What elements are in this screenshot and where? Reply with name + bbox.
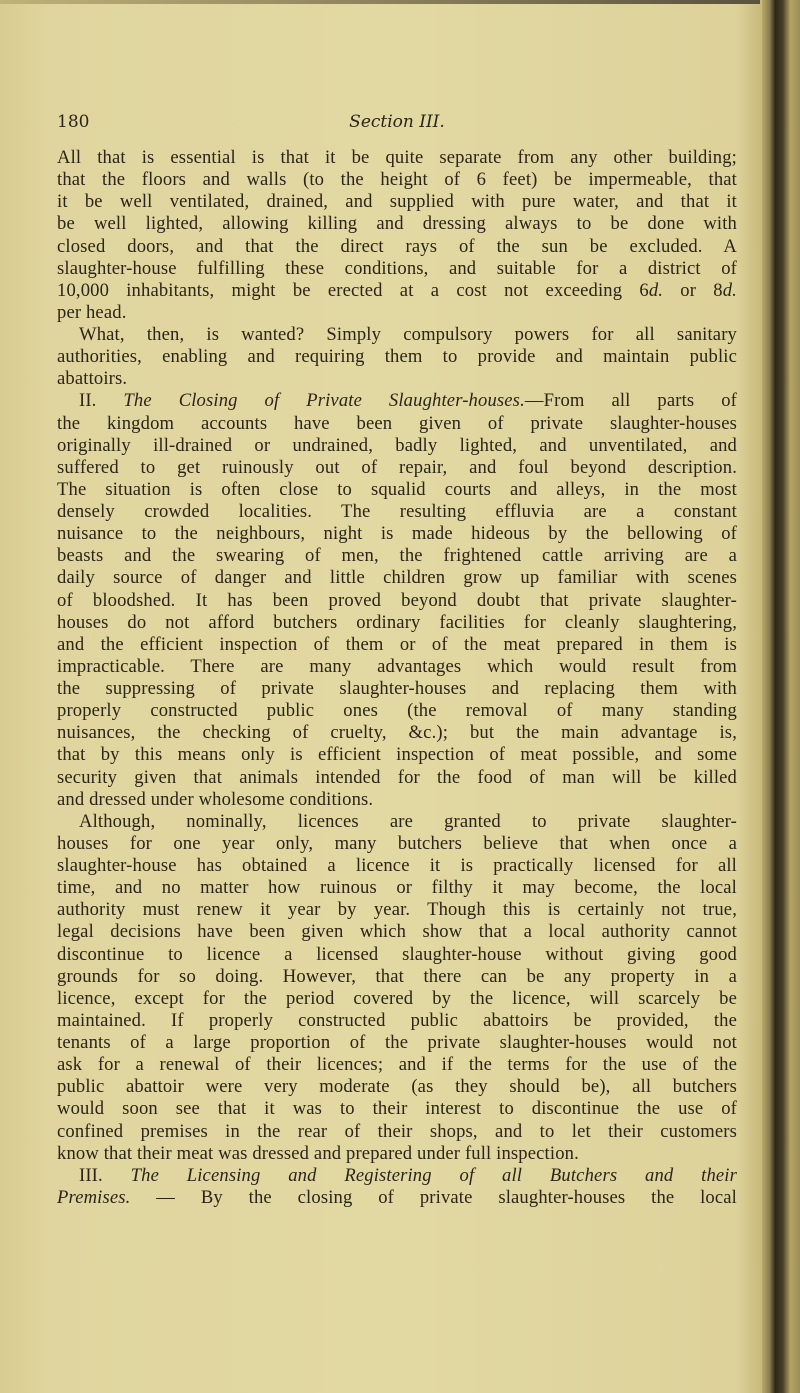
italic-text: The Licensing and Registering of all Butchers and their [130, 1164, 737, 1186]
text-line [57, 1121, 737, 1143]
text-line [57, 324, 737, 346]
book-binding-edge [762, 0, 800, 1393]
text-line [57, 590, 737, 612]
text-segment: time, and no matter how ruinous or filthy it may become, the local [57, 877, 737, 899]
text-line [57, 833, 737, 855]
text-line [57, 368, 737, 390]
text-segment: The situation is often close to squalid courts and alleys, in the most [57, 478, 737, 500]
text-segment: security given that animals intended for the food of man will be killed [57, 766, 737, 788]
text-line [57, 921, 737, 943]
text-line [57, 744, 737, 766]
text-segment: What, then, is wanted? Simply compulsory powers for all sanitary [79, 324, 737, 345]
running-title: Section III. [349, 112, 445, 132]
text-segment: impracticable. There are many advantages which would result from [57, 655, 737, 677]
text-segment: nuisance to the neighbours, night is made hideous by the bellowing of [57, 523, 737, 545]
text-segment: the kingdom accounts have been given of private slaughter-houses [57, 412, 737, 434]
text-segment: or 8 [663, 279, 723, 301]
text-line [57, 435, 737, 457]
text-line [57, 678, 737, 700]
text-segment: and the efficient inspection of them or of the meat prepared in them is [57, 633, 737, 655]
text-line [57, 236, 737, 258]
text-segment: per head. [57, 301, 127, 323]
text-segment: originally ill-drained or undrained, badly lighted, and unventilated, and [57, 434, 737, 456]
text-segment: that by this means only is efficient inspection of meat possible, and some [57, 744, 737, 766]
text-segment: tenants of a large proportion of the private slaughter-houses would not [57, 1032, 737, 1053]
text-segment: II. [79, 390, 124, 412]
text-segment: and dressed under wholesome conditions. [57, 788, 374, 810]
text-segment: grounds for so doing. However, that there can be any property in a [57, 965, 737, 987]
italic-text: The Closing of Private Slaughter-houses. [123, 390, 525, 412]
text-segment: —From all parts of [524, 390, 738, 412]
text-segment: authorities, enabling and requiring them to provide and maintain public [57, 346, 737, 368]
text-line [57, 501, 737, 523]
text-line [57, 258, 737, 280]
page-header [57, 112, 737, 136]
text-segment: it be well ventilated, drained, and supplied with pure water, and that it [57, 191, 737, 213]
text-line [57, 966, 737, 988]
text-segment: legal decisions have been given which show that a local authority cannot [57, 921, 737, 943]
text-line [57, 479, 737, 501]
text-line [57, 1098, 737, 1120]
text-segment: public abattoir were very moderate (as they should be), all butchers [57, 1076, 737, 1098]
text-line [57, 213, 737, 235]
text-segment: confined premises in the rear of their shops, and to let their customers [57, 1120, 737, 1142]
text-segment: All that is essential is that it be quite separate from any other building; [57, 147, 737, 168]
text-line [57, 899, 737, 921]
text-line [57, 612, 737, 634]
text-line [57, 988, 737, 1010]
italic-text: d. [722, 279, 737, 301]
text-line [57, 811, 737, 833]
text-segment: densely crowded localities. The resulting effluvia are a constant [57, 501, 737, 522]
text-segment: 10,000 inhabitants, might be erected at a cost not exceeding 6 [57, 279, 649, 301]
text-segment: that the floors and walls (to the height of 6 feet) be impermeable, that [57, 169, 737, 191]
text-line [57, 700, 737, 722]
text-segment: ask for a renewal of their licences; and if the terms for the use of the [57, 1054, 737, 1076]
text-line [57, 302, 737, 324]
text-segment: nuisances, the checking of cruelty, &c.); but the main advantage is, [57, 722, 737, 744]
text-line [57, 147, 737, 169]
paragraph [57, 324, 737, 390]
text-line [57, 191, 737, 213]
text-line [57, 1032, 737, 1054]
text-segment: know that their meat was dressed and prepared under full inspection. [57, 1142, 579, 1164]
body-text [57, 147, 737, 1209]
text-segment: slaughter-house fulfilling these conditions, and suitable for a district of [57, 257, 737, 279]
text-line [57, 280, 737, 302]
text-segment: be well lighted, allowing killing and dressing always to be done with [57, 213, 737, 235]
text-line [57, 413, 737, 435]
text-segment: Although, nominally, licences are granted to private slaughter- [79, 810, 737, 832]
text-line [57, 1076, 737, 1098]
text-segment: properly constructed public ones (the removal of many standing [57, 700, 737, 722]
text-line [57, 169, 737, 191]
text-segment: authority must renew it year by year. Though this is certainly not true, [57, 899, 737, 921]
paragraph [57, 147, 737, 324]
text-segment: abattoirs. [57, 368, 128, 390]
italic-text: d. [648, 279, 664, 301]
text-segment: would soon see that it was to their interest to discontinue the use of [57, 1098, 737, 1120]
text-line [57, 1165, 737, 1187]
text-segment: houses do not afford butchers ordinary facilities for cleanly slaughtering, [57, 611, 737, 633]
text-line [57, 1143, 737, 1165]
text-segment: daily source of danger and little children grow up familiar with scenes [57, 567, 737, 589]
text-line [57, 390, 737, 412]
text-segment: discontinue to licence a licensed slaughter-house without giving good [57, 943, 737, 965]
page-top-edge [0, 0, 760, 4]
text-line [57, 545, 737, 567]
italic-text: Premises. [57, 1186, 131, 1208]
text-segment: of bloodshed. It has been proved beyond doubt that private slaughter- [57, 589, 737, 611]
text-line [57, 789, 737, 811]
text-line [57, 656, 737, 678]
text-line [57, 634, 737, 656]
text-line [57, 1054, 737, 1076]
text-segment: houses for one year only, many butchers believe that when once a [57, 832, 737, 854]
paragraph [57, 390, 737, 810]
text-line [57, 722, 737, 744]
text-line [57, 877, 737, 899]
text-line [57, 855, 737, 877]
text-line [57, 457, 737, 479]
text-line [57, 1010, 737, 1032]
text-line [57, 767, 737, 789]
text-segment: III. [79, 1164, 131, 1186]
text-segment: closed doors, and that the direct rays of the sun be excluded. A [57, 235, 737, 257]
paragraph [57, 811, 737, 1165]
text-line [57, 1187, 737, 1209]
text-line [57, 944, 737, 966]
text-segment: slaughter-house has obtained a licence it is practically licensed for all [57, 855, 737, 876]
text-segment: beasts and the swearing of men, the frightened cattle arriving are a [57, 545, 737, 567]
text-segment: the suppressing of private slaughter-houses and replacing them with [57, 678, 737, 699]
paragraph [57, 1165, 737, 1209]
text-line [57, 346, 737, 368]
text-line [57, 523, 737, 545]
text-segment: licence, except for the period covered by the licence, will scarcely be [57, 987, 737, 1009]
page-number: 180 [57, 112, 90, 132]
text-line [57, 567, 737, 589]
text-segment: suffered to get ruinously out of repair, and foul beyond description. [57, 456, 737, 478]
text-segment: maintained. If properly constructed public abattoirs be provided, the [57, 1009, 737, 1031]
text-segment: — By the closing of private slaughter-houses the local [130, 1186, 737, 1208]
